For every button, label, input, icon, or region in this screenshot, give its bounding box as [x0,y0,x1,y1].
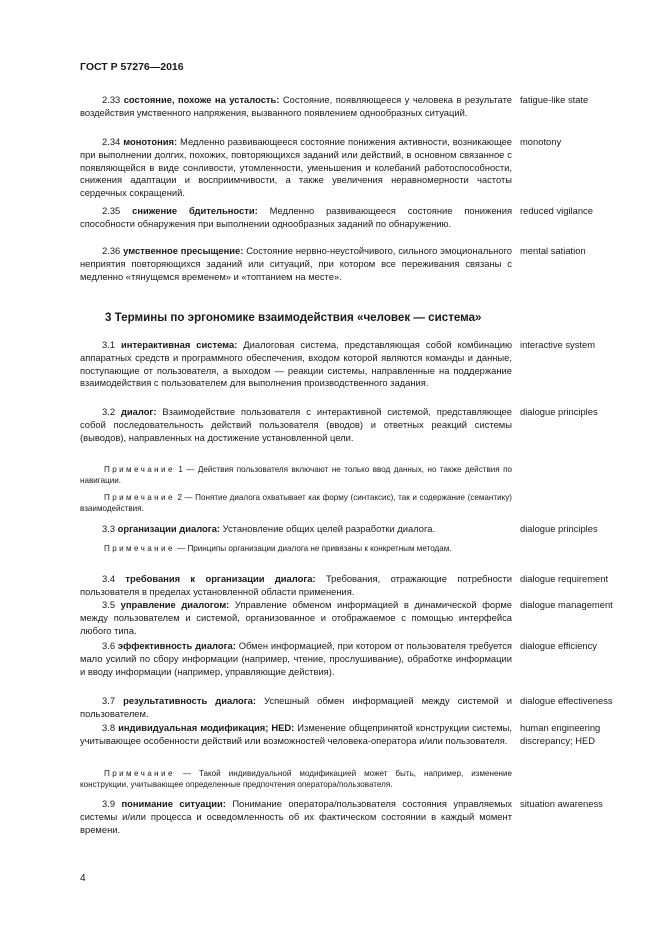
term-english-3-4: dialogue requirement [520,573,609,584]
term-entry-3-4 [80,573,512,599]
term-english-2-33: fatigue-like state [520,94,589,105]
term-english-3-9: situation awareness [520,798,603,809]
term-english-3-6: dialogue efficiency [520,640,597,651]
note [80,492,512,515]
term-name: понимание ситуации: [121,798,226,809]
term-definition: Понимание оператора/пользователя состояния управляемых системы и/или процесса и осведомленность об их фактическом состоянии в каждый момент времени. [80,798,512,835]
page-number: 4 [80,873,86,884]
term-entry-2-36 [80,245,512,283]
term-name: эффективность диалога: [117,640,236,651]
section-title: 3 Термины по эргономике взаимодействия «человек — система» [105,311,482,324]
term-definition: Обмен информацией, при котором от пользователя требуется мало усилий по сбору информации (например, чтение, прослушивание), обработке информации и вводу информации (например, управляющие действия). [80,640,512,677]
term-entry-3-8 [80,722,512,748]
term-number: 3.8 [102,722,116,733]
term-entry-3-3 [80,523,512,536]
term-entry-3-9 [80,798,512,836]
note [80,768,512,791]
term-entry-2-34 [80,136,512,200]
note-label: Примечание [104,769,175,778]
note-label: Примечание [104,465,175,474]
note-label: Примечание [104,544,175,553]
term-number: 2.35 [102,205,121,216]
note-text: — Такой индивидуальной модификацией может быть, например, изменение конструкции, учитывающее определенные предпочтения оператора/пользователя. [80,769,513,790]
term-name: состояние, похоже на усталость: [123,94,280,105]
term-english-2-36: mental satiation [520,245,586,256]
term-definition: Изменение общепринятой конструкции системы, учитывающее особенности действий или возможностей человека-оператора и/или пользователя. [80,722,512,746]
note [80,464,512,487]
term-entry-3-7 [80,695,512,721]
term-definition: Состояние, появляющееся у человека в результате воздействия умственного напряжения, вызванного появлением однообразных ситуаций. [80,94,513,118]
term-name: интерактивная система: [121,339,238,350]
note [80,543,512,554]
term-number: 3.5 [102,599,116,610]
term-name: управление диалогом: [120,599,230,610]
note-text: 1 — Действия пользователя включают не только ввод данных, но также действия по навигации. [80,465,513,486]
term-english-3-8: human engineering discrepancy; HED [520,722,601,746]
term-number: 3.3 [102,523,116,534]
term-entry-2-33 [80,94,512,120]
term-entry-3-6 [80,640,512,678]
term-definition: Установление общих целей разработки диалога. [222,523,436,534]
term-english-3-7: dialogue effectiveness [520,695,613,706]
term-name: организации диалога: [117,523,221,534]
note-label: Примечание [104,493,175,502]
term-entry-3-2 [80,406,512,444]
term-number: 2.33 [102,94,121,105]
term-english-2-34: monotony [520,136,562,147]
term-number: 3.9 [102,798,116,809]
term-number: 3.4 [102,573,116,584]
term-name: результативность диалога: [123,695,257,706]
term-number: 3.2 [102,406,116,417]
term-name: снижение бдительности: [132,205,258,216]
term-definition: Диалоговая система, представляющая собой комбинацию аппаратных средств и программного обеспечения, входом которой являются команды и данные, поступающие от пользователя, а выходом — реакции системы, направленные на поддержание взаимодействия с пользователем для выполнения производственного задания. [80,339,513,389]
document-header: ГОСТ Р 57276—2016 [80,61,184,73]
term-entry-3-1 [80,339,512,390]
term-definition: Управление обменом информацией в динамической форме между пользователем и системой, организованное и отображаемое с помощью интерфейса любого типа. [80,599,512,636]
term-english-3-5: dialogue management [520,599,613,610]
term-name: умственное пресыщение: [123,245,244,256]
term-entry-3-5 [80,599,512,637]
term-definition: Состояние нервно-неустойчивого, сильного эмоционального неприятия повторяющихся заданий или ситуаций, при котором все переживания связаны с медленно «тянущемся временем» и «топтанием на месте». [80,245,513,282]
term-name: монотония: [123,136,178,147]
term-definition: Требования, отражающие потребности пользователя в пределах установленной области применения. [80,573,513,597]
term-definition: Медленно развивающееся состояние понижения активности, возникающее при выполнении долгих, похожих, повторяющихся заданий или действий, в основном связанное с появляющейся в виде сонливости, утомленности, уменьшения и колебаний работоспособности, снижения адаптации и восприимчивости, а также увеличения неравномерности частоты сердечных сокращений. [80,136,513,199]
term-name: индивидуальная модификация; HED: [118,722,295,733]
term-number: 2.36 [102,245,121,256]
note-text: — Принципы организации диалога не привязаны к конкретным методам. [177,544,452,553]
term-entry-2-35 [80,205,512,231]
note-text: 2 — Понятие диалога охватывает как форму (синтаксис), так и содержание (семантику) взаимодействия. [80,493,512,514]
term-number: 3.1 [102,339,116,350]
term-number: 2.34 [102,136,121,147]
term-name: требования к организации диалога: [125,573,316,584]
term-number: 3.6 [102,640,116,651]
term-name: диалог: [120,406,157,417]
term-definition: Взаимодействие пользователя с интерактивной системой, представляющее собой последовательность действий пользователя (вводов) и ответных реакций системы (выводов), направленных на достижение установленной цели. [80,406,512,443]
term-number: 3.7 [102,695,116,706]
term-english-3-2: dialogue principles [520,406,598,417]
term-english-3-1: interactive system [520,339,596,350]
term-english-2-35: reduced vigilance [520,205,593,216]
term-definition: Успешный обмен информацией между системой и пользователем. [80,695,512,719]
term-english-3-3: dialogue principles [520,523,598,534]
term-definition: Медленно развивающееся состояние понижения способности обнаружения при выполнении однообразных заданий по обнаружению. [80,205,513,229]
